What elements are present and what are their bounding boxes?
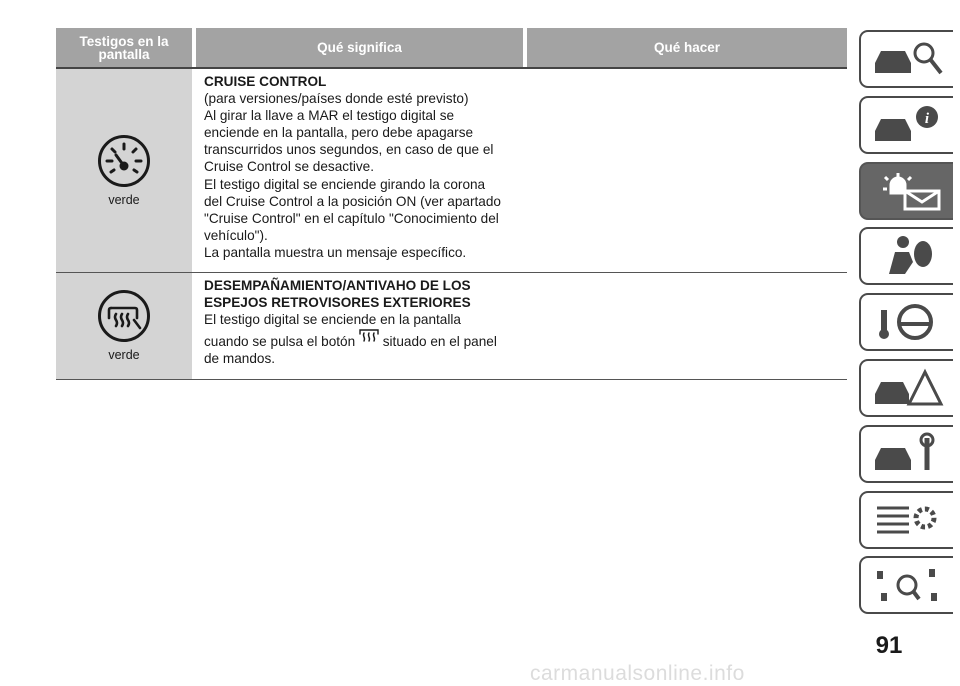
table-row: [56, 69, 847, 273]
color-label: verde: [108, 348, 140, 362]
meaning-cell: [192, 273, 524, 379]
watermark: carmanualsonline.info: [530, 662, 745, 685]
defrost-button-icon: [359, 328, 379, 342]
row-title: ESPEJOS RETROVISORES EXTERIORES: [204, 295, 471, 311]
color-label: verde: [108, 192, 140, 207]
text-line: Cruise Control se desactive.: [204, 159, 374, 175]
svg-text:i: i: [924, 110, 930, 127]
text-line: transcurridos unos segundos, en caso de que el: [204, 142, 494, 158]
car-search-icon[interactable]: [859, 30, 953, 88]
action-cell: [524, 69, 847, 272]
text-line: El testigo digital se enciende en la pantalla: [204, 312, 461, 328]
chapter-tabs: [859, 30, 959, 622]
text-line: vehículo").: [204, 227, 268, 243]
action-cell: [524, 273, 847, 379]
alphabet-index-icon[interactable]: [859, 556, 953, 614]
text-line: (para versiones/países donde esté previsto): [204, 91, 469, 107]
meaning-cell: [192, 69, 524, 272]
mirror-defrost-icon: [98, 290, 150, 342]
warning-lights-table: [56, 28, 847, 380]
header-significa: Qué significa: [196, 28, 523, 67]
row-title: CRUISE CONTROL: [204, 74, 327, 89]
steering-wheel-key-icon[interactable]: [859, 293, 953, 351]
indicator-cell: [56, 69, 192, 272]
page-number: 91: [875, 632, 903, 659]
row-title: DESEMPAÑAMIENTO/ANTIVAHO DE LOS: [204, 278, 471, 293]
car-wrench-icon[interactable]: [859, 425, 953, 483]
warning-light-message-icon[interactable]: [859, 162, 953, 220]
text-fragment: cuando se pulsa el botón: [204, 334, 356, 350]
table-header: [56, 28, 847, 69]
text-line: enciende en la pantalla, pero debe apagarse: [204, 125, 474, 141]
header-testigos: Testigos en la pantalla: [56, 28, 192, 67]
airbag-person-icon[interactable]: [859, 227, 953, 285]
car-info-icon[interactable]: [859, 96, 953, 154]
text-line: [204, 328, 524, 350]
cruise-control-gauge-icon: [98, 135, 150, 187]
header-hacer: Qué hacer: [527, 28, 847, 67]
specs-gear-icon[interactable]: [859, 491, 953, 549]
text-line: La pantalla muestra un mensaje específico.: [204, 244, 467, 260]
text-line: El testigo digital se enciende girando la corona: [204, 176, 486, 192]
text-fragment: situado en el panel: [382, 334, 497, 350]
text-line: Al girar la llave a MAR el testigo digital se: [204, 108, 455, 124]
indicator-cell: [56, 273, 192, 379]
text-line: "Cruise Control" en el capítulo "Conocimiento del: [204, 210, 499, 226]
table-row: [56, 273, 847, 380]
text-line: del Cruise Control a la posición ON (ver apartado: [204, 193, 501, 209]
text-line: de mandos.: [204, 351, 276, 367]
car-warning-icon[interactable]: [859, 359, 953, 417]
